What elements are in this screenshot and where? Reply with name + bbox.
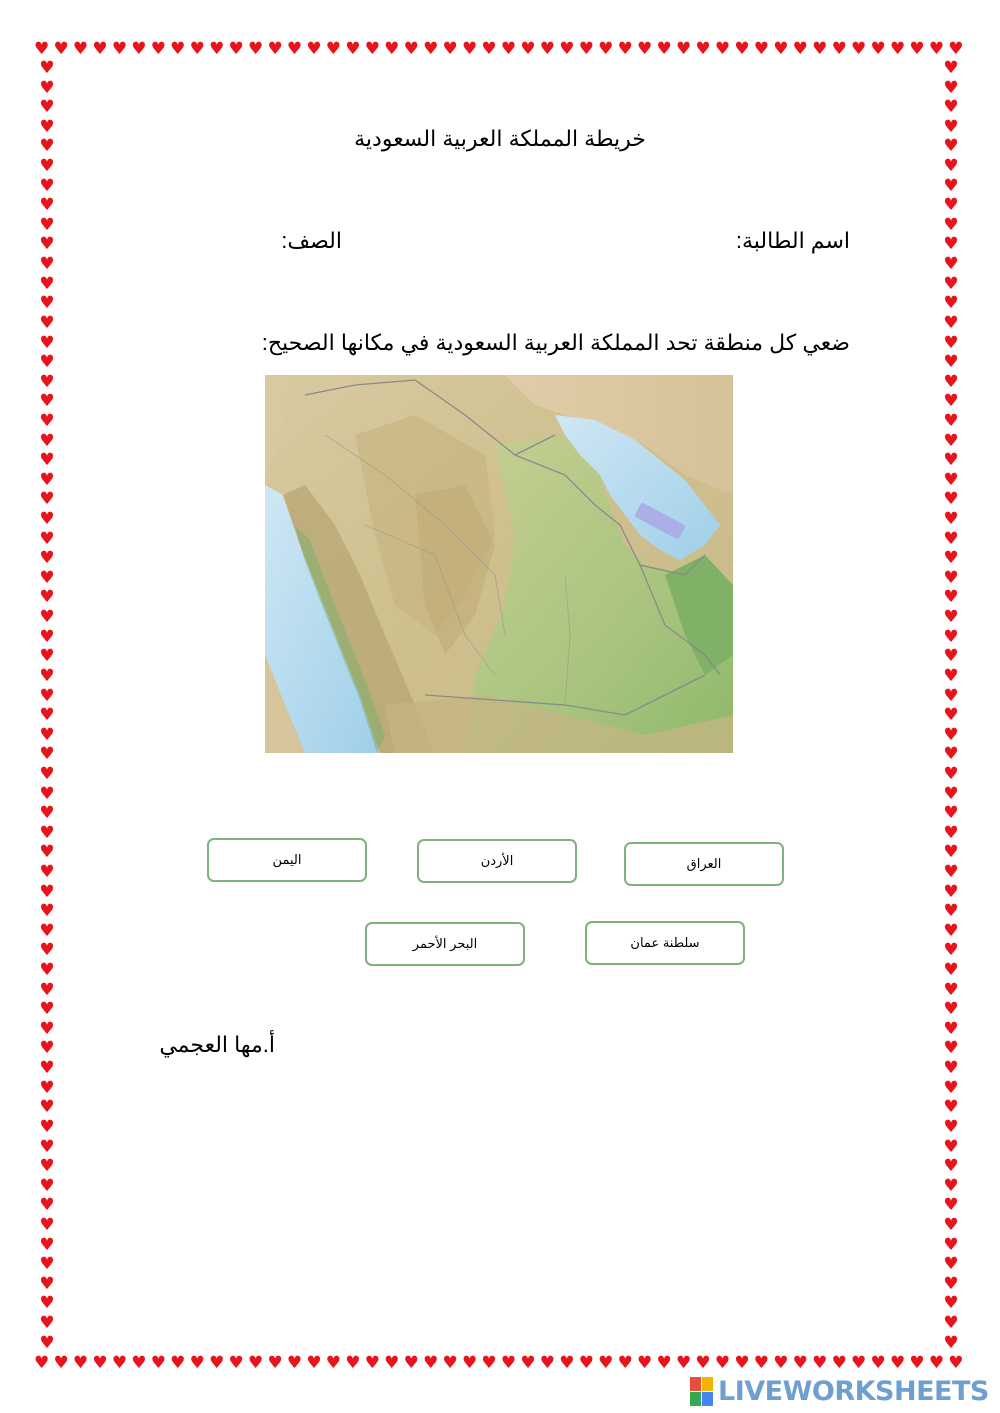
heart-icon: ♥ (943, 410, 959, 431)
heart-icon: ♥ (943, 430, 959, 451)
heart-icon: ♥ (943, 940, 959, 961)
heart-icon: ♥ (943, 1254, 959, 1275)
heart-icon: ♥ (943, 77, 959, 98)
heart-icon: ♥ (150, 38, 166, 59)
heart-icon: ♥ (520, 38, 536, 59)
heart-icon: ♥ (364, 38, 380, 59)
heart-icon: ♥ (39, 391, 55, 412)
heart-icon: ♥ (39, 763, 55, 784)
heart-icon: ♥ (39, 156, 55, 177)
heart-icon: ♥ (943, 646, 959, 667)
heart-border-left (36, 60, 58, 1352)
heart-icon: ♥ (753, 38, 770, 59)
heart-icon: ♥ (520, 1352, 536, 1373)
heart-icon: ♥ (39, 1195, 55, 1216)
heart-icon: ♥ (578, 1352, 594, 1373)
heart-icon: ♥ (943, 1156, 959, 1177)
heart-icon: ♥ (943, 744, 959, 765)
heart-icon: ♥ (39, 1077, 55, 1098)
heart-icon: ♥ (943, 332, 959, 353)
heart-icon: ♥ (943, 548, 959, 569)
heart-icon: ♥ (53, 1352, 69, 1373)
heart-icon: ♥ (943, 1018, 959, 1039)
heart-icon: ♥ (39, 1116, 55, 1137)
heart-icon: ♥ (53, 38, 69, 59)
heart-icon: ♥ (943, 626, 959, 647)
heart-icon: ♥ (39, 450, 55, 471)
heart-icon: ♥ (598, 1352, 614, 1373)
heart-icon: ♥ (189, 1352, 205, 1373)
heart-icon: ♥ (39, 214, 55, 235)
heart-icon: ♥ (209, 1352, 225, 1373)
heart-icon: ♥ (943, 607, 959, 628)
heart-icon: ♥ (92, 38, 108, 59)
heart-icon: ♥ (39, 1214, 55, 1235)
heart-icon: ♥ (943, 1332, 959, 1353)
heart-icon: ♥ (943, 920, 959, 941)
heart-icon: ♥ (306, 1352, 322, 1373)
heart-icon: ♥ (39, 136, 55, 157)
heart-icon: ♥ (943, 234, 959, 255)
heart-icon: ♥ (943, 1195, 959, 1216)
heart-icon: ♥ (889, 38, 906, 59)
heart-icon: ♥ (39, 509, 55, 530)
heart-icon: ♥ (247, 1352, 264, 1373)
heart-icon: ♥ (943, 1313, 959, 1333)
heart-icon: ♥ (943, 371, 959, 392)
heart-icon: ♥ (812, 38, 828, 59)
heart-icon: ♥ (39, 822, 55, 843)
heart-icon: ♥ (442, 38, 458, 59)
heart-icon: ♥ (943, 1058, 959, 1079)
saudi-arabia-map (265, 375, 733, 753)
heart-icon: ♥ (39, 489, 55, 510)
heart-icon: ♥ (943, 724, 959, 745)
heart-icon: ♥ (39, 842, 55, 863)
heart-icon: ♥ (111, 1352, 128, 1373)
heart-icon: ♥ (943, 214, 959, 235)
heart-icon: ♥ (792, 1352, 808, 1373)
heart-icon: ♥ (39, 469, 55, 490)
heart-icon: ♥ (943, 254, 959, 275)
heart-icon: ♥ (39, 646, 55, 667)
heart-icon: ♥ (943, 960, 959, 981)
heart-icon: ♥ (943, 901, 959, 922)
heart-icon: ♥ (461, 38, 478, 59)
heart-icon: ♥ (34, 1352, 50, 1373)
heart-icon: ♥ (943, 528, 959, 549)
heart-icon: ♥ (870, 38, 886, 59)
label-red-sea[interactable]: البحر الأحمر (365, 922, 525, 966)
heart-icon: ♥ (170, 1352, 186, 1373)
heart-icon: ♥ (39, 58, 55, 78)
heart-icon: ♥ (943, 842, 959, 863)
heart-icon: ♥ (39, 1332, 55, 1353)
heart-icon: ♥ (500, 38, 517, 59)
label-iraq[interactable]: العراق (624, 842, 784, 886)
heart-icon: ♥ (695, 1352, 711, 1373)
heart-icon: ♥ (247, 38, 264, 59)
heart-icon: ♥ (675, 1352, 692, 1373)
heart-icon: ♥ (39, 940, 55, 961)
heart-icon: ♥ (423, 38, 439, 59)
heart-icon: ♥ (773, 1352, 789, 1373)
heart-icon: ♥ (384, 38, 400, 59)
heart-icon: ♥ (131, 1352, 147, 1373)
heart-icon: ♥ (943, 352, 959, 373)
heart-icon: ♥ (345, 38, 361, 59)
heart-icon: ♥ (39, 430, 55, 451)
heart-icon: ♥ (943, 1234, 959, 1255)
heart-icon: ♥ (228, 1352, 244, 1373)
heart-icon: ♥ (39, 960, 55, 981)
heart-icon: ♥ (559, 1352, 575, 1373)
heart-icon: ♥ (286, 1352, 303, 1373)
heart-icon: ♥ (39, 979, 55, 1000)
heart-icon: ♥ (637, 38, 653, 59)
heart-icon: ♥ (39, 705, 55, 726)
heart-icon: ♥ (403, 38, 419, 59)
heart-icon: ♥ (39, 724, 55, 745)
heart-icon: ♥ (39, 1273, 55, 1294)
heart-icon: ♥ (943, 469, 959, 490)
heart-icon: ♥ (831, 1352, 847, 1373)
heart-icon: ♥ (228, 38, 244, 59)
heart-icon: ♥ (909, 38, 925, 59)
heart-icon: ♥ (943, 803, 959, 824)
heart-icon: ♥ (943, 509, 959, 530)
heart-icon: ♥ (943, 489, 959, 510)
heart-icon: ♥ (500, 1352, 517, 1373)
heart-icon: ♥ (943, 763, 959, 784)
heart-icon: ♥ (267, 38, 283, 59)
heart-icon: ♥ (943, 1293, 959, 1314)
heart-border-bottom (34, 1352, 964, 1374)
heart-icon: ♥ (943, 1097, 959, 1118)
heart-icon: ♥ (773, 38, 789, 59)
heart-icon: ♥ (943, 1077, 959, 1098)
heart-icon: ♥ (39, 1156, 55, 1177)
author-name: أ.مها العجمي (159, 1032, 275, 1057)
heart-icon: ♥ (943, 391, 959, 412)
heart-icon: ♥ (578, 38, 594, 59)
label-jordan[interactable]: الأردن (417, 839, 577, 883)
heart-icon: ♥ (39, 175, 55, 196)
heart-icon: ♥ (943, 293, 959, 314)
heart-icon: ♥ (39, 861, 55, 882)
heart-icon: ♥ (943, 1038, 959, 1059)
heart-icon: ♥ (695, 38, 711, 59)
heart-icon: ♥ (734, 38, 750, 59)
heart-icon: ♥ (943, 1175, 959, 1196)
heart-icon: ♥ (943, 175, 959, 196)
heart-icon: ♥ (209, 38, 225, 59)
heart-icon: ♥ (364, 1352, 380, 1373)
heart-icon: ♥ (943, 273, 959, 294)
heart-icon: ♥ (150, 1352, 166, 1373)
heart-icon: ♥ (39, 1313, 55, 1333)
heart-icon: ♥ (943, 705, 959, 726)
heart-icon: ♥ (39, 901, 55, 922)
heart-icon: ♥ (39, 1175, 55, 1196)
heart-icon: ♥ (384, 1352, 400, 1373)
heart-icon: ♥ (39, 1254, 55, 1275)
heart-icon: ♥ (39, 1097, 55, 1118)
heart-icon: ♥ (909, 1352, 925, 1373)
heart-icon: ♥ (943, 1214, 959, 1235)
heart-icon: ♥ (792, 38, 808, 59)
heart-icon: ♥ (948, 38, 964, 59)
heart-icon: ♥ (812, 1352, 828, 1373)
heart-icon: ♥ (423, 1352, 439, 1373)
heart-icon: ♥ (267, 1352, 283, 1373)
heart-icon: ♥ (34, 38, 50, 59)
heart-icon: ♥ (943, 450, 959, 471)
heart-icon: ♥ (39, 116, 55, 137)
heart-icon: ♥ (39, 293, 55, 314)
heart-icon: ♥ (189, 38, 205, 59)
label-yemen[interactable]: اليمن (207, 838, 367, 882)
heart-icon: ♥ (734, 1352, 750, 1373)
heart-icon: ♥ (928, 38, 945, 59)
label-oman[interactable]: سلطنة عمان (585, 921, 745, 965)
heart-icon: ♥ (889, 1352, 906, 1373)
heart-icon: ♥ (943, 783, 959, 804)
heart-icon: ♥ (92, 1352, 108, 1373)
watermark-text: LIVEWORKSHEETS (718, 1376, 989, 1407)
heart-icon: ♥ (39, 97, 55, 118)
heart-icon: ♥ (714, 1352, 731, 1373)
heart-icon: ♥ (617, 38, 633, 59)
heart-icon: ♥ (753, 1352, 770, 1373)
heart-icon: ♥ (637, 1352, 653, 1373)
heart-icon: ♥ (943, 136, 959, 157)
heart-icon: ♥ (39, 1018, 55, 1039)
heart-icon: ♥ (39, 607, 55, 628)
heart-icon: ♥ (39, 920, 55, 941)
heart-icon: ♥ (948, 1352, 964, 1373)
class-label: الصف: (281, 228, 342, 253)
heart-icon: ♥ (442, 1352, 458, 1373)
heart-icon: ♥ (39, 332, 55, 353)
heart-icon: ♥ (39, 312, 55, 333)
heart-icon: ♥ (345, 1352, 361, 1373)
heart-icon: ♥ (559, 38, 575, 59)
heart-icon: ♥ (598, 38, 614, 59)
heart-icon: ♥ (617, 1352, 633, 1373)
heart-icon: ♥ (39, 567, 55, 588)
heart-icon: ♥ (943, 822, 959, 843)
heart-icon: ♥ (39, 587, 55, 608)
heart-icon: ♥ (403, 1352, 419, 1373)
heart-icon: ♥ (943, 156, 959, 177)
heart-icon: ♥ (943, 195, 959, 216)
heart-icon: ♥ (943, 1273, 959, 1294)
heart-border-top (34, 38, 964, 60)
heart-icon: ♥ (39, 195, 55, 216)
heart-icon: ♥ (481, 1352, 497, 1373)
heart-icon: ♥ (39, 803, 55, 824)
heart-icon: ♥ (851, 38, 867, 59)
heart-icon: ♥ (943, 567, 959, 588)
heart-icon: ♥ (39, 1234, 55, 1255)
heart-icon: ♥ (943, 665, 959, 686)
heart-icon: ♥ (943, 685, 959, 706)
heart-icon: ♥ (39, 77, 55, 98)
heart-icon: ♥ (72, 1352, 89, 1373)
heart-icon: ♥ (39, 999, 55, 1020)
heart-icon: ♥ (943, 116, 959, 137)
liveworksheets-watermark (690, 1376, 989, 1407)
heart-icon: ♥ (39, 234, 55, 255)
heart-icon: ♥ (39, 273, 55, 294)
heart-icon: ♥ (539, 1352, 556, 1373)
heart-icon: ♥ (39, 352, 55, 373)
heart-icon: ♥ (656, 1352, 672, 1373)
heart-icon: ♥ (39, 1293, 55, 1314)
heart-icon: ♥ (943, 58, 959, 78)
heart-icon: ♥ (870, 1352, 886, 1373)
heart-icon: ♥ (286, 38, 303, 59)
heart-icon: ♥ (943, 999, 959, 1020)
heart-icon: ♥ (539, 38, 556, 59)
heart-icon: ♥ (39, 1038, 55, 1059)
liveworksheets-logo-icon (690, 1377, 713, 1406)
heart-icon: ♥ (943, 587, 959, 608)
heart-icon: ♥ (943, 1116, 959, 1137)
heart-icon: ♥ (325, 1352, 342, 1373)
heart-icon: ♥ (39, 783, 55, 804)
heart-icon: ♥ (39, 881, 55, 902)
heart-icon: ♥ (943, 861, 959, 882)
heart-icon: ♥ (943, 881, 959, 902)
heart-icon: ♥ (39, 410, 55, 431)
heart-icon: ♥ (39, 665, 55, 686)
heart-icon: ♥ (170, 38, 186, 59)
heart-icon: ♥ (72, 38, 89, 59)
heart-icon: ♥ (39, 1058, 55, 1079)
heart-icon: ♥ (39, 254, 55, 275)
heart-icon: ♥ (656, 38, 672, 59)
heart-icon: ♥ (325, 38, 342, 59)
heart-icon: ♥ (481, 38, 497, 59)
heart-icon: ♥ (131, 38, 147, 59)
heart-icon: ♥ (39, 528, 55, 549)
heart-icon: ♥ (831, 38, 847, 59)
heart-icon: ♥ (306, 38, 322, 59)
heart-icon: ♥ (943, 1136, 959, 1157)
heart-icon: ♥ (928, 1352, 945, 1373)
heart-icon: ♥ (943, 979, 959, 1000)
heart-icon: ♥ (39, 744, 55, 765)
instruction-text: ضعي كل منطقة تحد المملكة العربية السعودية في مكانها الصحيح: (261, 330, 850, 355)
heart-icon: ♥ (943, 97, 959, 118)
heart-icon: ♥ (714, 38, 731, 59)
heart-icon: ♥ (675, 38, 692, 59)
heart-icon: ♥ (943, 312, 959, 333)
heart-icon: ♥ (39, 1136, 55, 1157)
worksheet-title: خريطة المملكة العربية السعودية (354, 126, 646, 151)
heart-icon: ♥ (39, 371, 55, 392)
heart-icon: ♥ (111, 38, 128, 59)
heart-icon: ♥ (461, 1352, 478, 1373)
heart-icon: ♥ (851, 1352, 867, 1373)
student-name-label: اسم الطالبة: (735, 228, 850, 253)
heart-icon: ♥ (39, 626, 55, 647)
heart-icon: ♥ (39, 685, 55, 706)
heart-icon: ♥ (39, 548, 55, 569)
heart-border-right (940, 60, 962, 1352)
